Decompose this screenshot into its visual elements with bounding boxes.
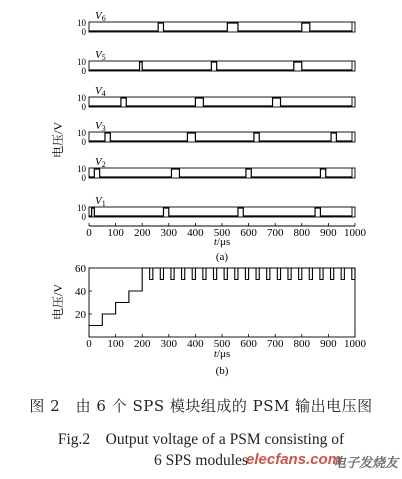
x-tick-label-b: 300 <box>160 338 178 350</box>
x-tick-label-b: 1000 <box>344 338 366 350</box>
series-label: V3 <box>95 120 106 133</box>
x-tick-label-a: 200 <box>133 227 151 239</box>
waveform-v1 <box>89 208 352 216</box>
caption-chinese: 图 2 由 6 个 SPS 模块组成的 PSM 输出电压图 <box>29 397 373 415</box>
x-tick-label-a: 800 <box>293 227 311 239</box>
y-axis-label-b: 电压/V <box>51 283 65 321</box>
series-label: V5 <box>95 49 106 62</box>
waveform-v4 <box>89 98 352 106</box>
waveform-v3 <box>89 133 352 141</box>
lane-tick-label: 0 <box>81 102 86 112</box>
x-tick-label-b: 800 <box>293 338 311 350</box>
x-tick-label-a: 600 <box>240 227 257 239</box>
x-tick-label-a: 100 <box>107 227 124 239</box>
lane-tick-label: 0 <box>81 212 86 222</box>
x-axis-label-b: t/μs <box>213 348 231 360</box>
lane-tick-label: 0 <box>81 66 86 76</box>
series-label: V4 <box>95 85 106 98</box>
caption-english-line1: Fig.2 Output voltage of a PSM consisting of <box>57 431 345 448</box>
panel-label-b: (b) <box>215 365 229 377</box>
lane-tick-label: 0 <box>81 137 86 147</box>
x-tick-label-a: 500 <box>213 227 231 239</box>
x-tick-label-a: 1000 <box>344 227 366 239</box>
lane-tick-label: 10 <box>77 18 86 28</box>
x-tick-label-b: 0 <box>86 338 92 350</box>
y-tick-label-b: 20 <box>75 309 86 321</box>
lane-tick-label: 10 <box>77 93 86 103</box>
waveform-v5 <box>89 62 352 70</box>
x-tick-label-b: 100 <box>107 338 124 350</box>
x-tick-label-a: 300 <box>160 227 178 239</box>
x-tick-label-b: 200 <box>133 338 151 350</box>
watermark-brand: 电子发烧友 <box>333 456 399 471</box>
x-tick-label-b: 900 <box>320 338 337 350</box>
x-tick-label-a: 400 <box>187 227 204 239</box>
lane-tick-label: 0 <box>81 27 86 37</box>
watermark-site: elecfans.com <box>246 451 342 468</box>
x-tick-label-b: 600 <box>240 338 257 350</box>
lane-tick-label: 10 <box>77 128 86 138</box>
x-tick-label-a: 900 <box>320 227 337 239</box>
x-tick-label-b: 400 <box>187 338 204 350</box>
lane-tick-label: 10 <box>77 57 86 67</box>
lane-tick-label: 0 <box>81 173 86 183</box>
x-axis-label-a: t/μs <box>213 236 231 248</box>
caption-english-line2: 6 SPS modules <box>154 452 248 469</box>
waveform-v6 <box>89 23 352 31</box>
x-tick-label-b: 700 <box>266 338 284 350</box>
x-tick-label-b: 500 <box>213 338 231 350</box>
y-axis-label-a: 电压/V <box>51 121 65 159</box>
panel-label-a: (a) <box>215 251 229 263</box>
x-tick-label-a: 700 <box>266 227 284 239</box>
series-label: V2 <box>95 156 106 169</box>
lane-tick-label: 10 <box>77 203 86 213</box>
lane-tick-label: 10 <box>77 164 86 174</box>
series-label: V6 <box>95 10 106 23</box>
y-tick-label-b: 40 <box>75 286 86 298</box>
x-tick-label-a: 0 <box>86 227 92 239</box>
waveform-v2 <box>89 169 352 177</box>
series-label: V1 <box>95 195 106 208</box>
y-tick-label-b: 60 <box>75 263 86 275</box>
output-voltage-line <box>89 268 355 326</box>
